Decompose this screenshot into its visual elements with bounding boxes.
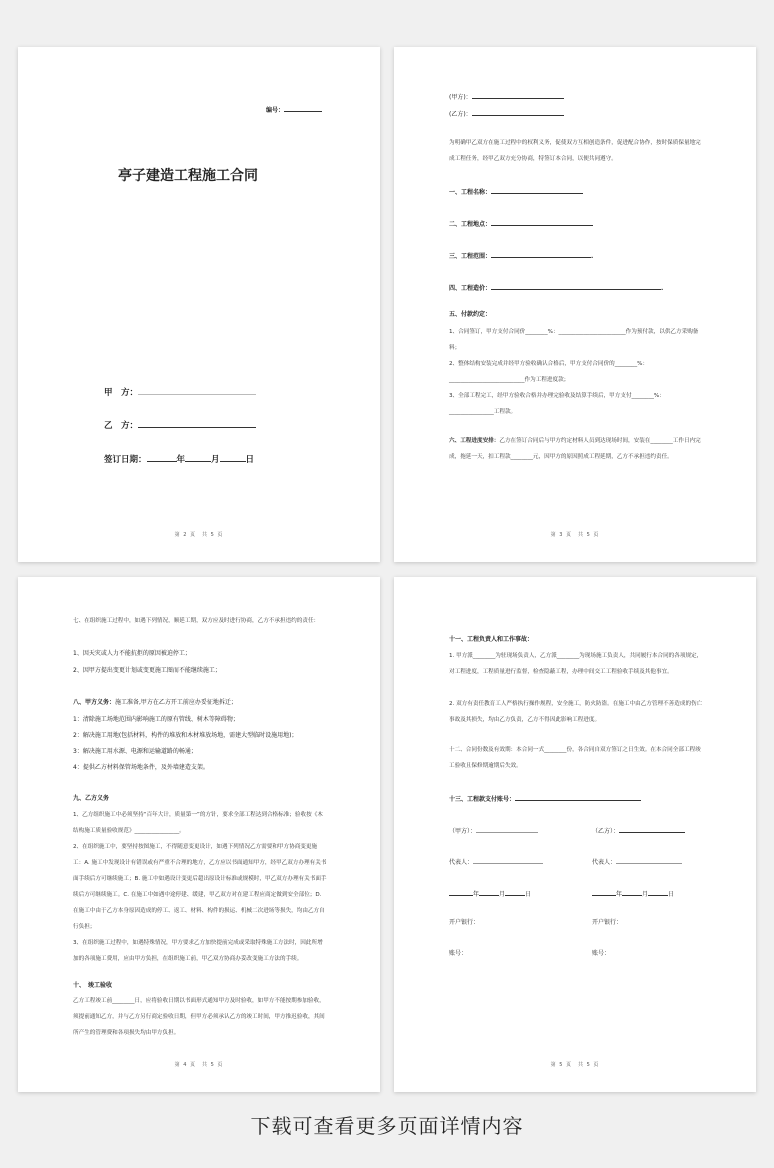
sign-date-b-day: 日 — [668, 891, 675, 898]
sign-party-a-label: （甲方）： — [449, 828, 477, 835]
clause-7-item-1: 1、因天灾或人力不能抗拒的原因被迫停工； — [73, 650, 191, 657]
project-name-field — [449, 186, 583, 197]
contract-title: 亭子建造工程施工合同 — [118, 168, 258, 184]
sign-date-b — [592, 888, 674, 899]
party-a-label: (甲方)： — [449, 94, 472, 101]
clause-13-field — [449, 793, 641, 804]
clause-9-item-1: 1、乙方组织施工中必须坚持“百年大计，质量第一”的方针，要求全部工程达到合格标准；验收按《木结构施工质量验收规范》________________。 — [73, 812, 323, 834]
project-name-label: 一、工程名称： — [449, 189, 492, 196]
sign-rep-a-label: 代表人： — [449, 859, 474, 866]
bank-b-label: 开户银行： — [592, 919, 623, 926]
clause-8-text: 施工准备,甲方在乙方开工前应办妥征地拆迁； — [115, 699, 237, 706]
year-label: 年 — [176, 455, 186, 465]
page-number: 第 4 页 共 5 页 — [174, 1062, 224, 1068]
party-b-label: 乙 方： — [104, 421, 139, 431]
clause-12-text: 十二、合同份数及有效期：本合同一式________份，各合同自双方签订之日生效。在本合同全部工程竣工验收且保修期逾期后失效。 — [449, 747, 701, 769]
clause-11-heading: 十一、工程负责人和工作事故： — [449, 636, 534, 643]
project-cost-field: 四、工程造价： . — [449, 282, 663, 293]
clause-13-heading: 十三、工程款支付账号： — [449, 796, 516, 803]
account-a-label: 账号： — [449, 950, 468, 957]
contract-number-label: 编号： — [266, 107, 285, 114]
clause-11-item-1: 1. 甲方派________为驻现场负责人，乙方派________为现场施工负责人，共同履行本合同的各项规定，对工程进度，工程质量进行监督，检查隐蔽工程，办理中间交工工程验收手续及其他事宜。 — [449, 653, 703, 675]
sign-date-b-month: 月 — [642, 891, 649, 898]
party-b-label: (乙方)： — [449, 111, 472, 118]
party-a-label: 甲 方： — [104, 388, 139, 398]
contract-number-field — [266, 104, 322, 115]
day-label: 日 — [245, 455, 255, 465]
contract-page-signatures — [394, 577, 756, 1092]
project-scope-field: 三、工程范围： . — [449, 250, 593, 261]
clause-9-heading: 九、乙方义务 — [73, 795, 110, 802]
clause-9-item-3: 3、在组织施工过程中，如遇特殊情况，甲方要求乙方加快提前完成或采取特殊施工方法时，因此所增加的各项施工费用，应由甲方负担，在组织施工前，甲乙双方协商办妥改变施工方法的手续。 — [73, 940, 323, 962]
page-number: 第 3 页 共 5 页 — [550, 532, 600, 538]
party-a-field — [104, 386, 256, 398]
sign-rep-b-label: 代表人： — [592, 859, 617, 866]
sign-date-a — [449, 888, 531, 899]
schedule-heading: 六、工程进度安排： — [449, 438, 500, 444]
project-location-label: 二、工程地点： — [449, 221, 492, 228]
sign-party-b — [592, 825, 685, 836]
sign-rep-b — [592, 856, 682, 867]
party-b-line — [449, 108, 564, 119]
project-cost-label: 四、工程造价： — [449, 285, 492, 292]
contract-page-terms-2 — [18, 577, 380, 1092]
clause-8-item-3: 3：解决施工用水源、电源和运输道路的畅通； — [73, 748, 197, 755]
project-scope-label: 三、工程范围： — [449, 253, 492, 260]
clause-10-heading: 十、 竣工验收 — [73, 982, 113, 989]
clause-8-heading-line — [73, 699, 237, 707]
contract-page-terms-1 — [394, 47, 756, 562]
clause-7-item-2: 2、因甲方提出变更计划或变更施工图而不能继续施工； — [73, 667, 221, 674]
clause-8-item-2: 2：解决施工用地(包括材料，构件的堆放和木材堆放场地，需建大型临时设施用地)； — [73, 732, 298, 739]
payment-clause-2: 2、整体结构安装完成并经甲方验收确认合格后，甲方支付合同价的________%：___________________________作为工程进度款； — [449, 361, 649, 383]
sign-party-a — [449, 825, 538, 836]
clause-10-text: 乙方工程竣工前________日，应将验收日期以书面形式通知甲方及时验收，如甲方不能按期参加验收，须提前通知乙方，并与乙方另行商定验收日期，但甲方必须承认乙方的竣工时间，甲方推迟验收，其间所产生的管理费和各项损失均由甲方负担。 — [73, 998, 325, 1036]
bank-a-label: 开户银行： — [449, 919, 480, 926]
sign-party-b-label: （乙方）： — [592, 828, 620, 835]
clause-8-item-4: 4：提供乙方材料保管场地条件，及外墙建造支架。 — [73, 764, 209, 771]
schedule-clause — [449, 433, 703, 465]
month-label: 月 — [211, 455, 220, 465]
sign-date-field — [104, 453, 254, 465]
payment-heading: 五、付款约定： — [449, 311, 492, 318]
page-number: 第 2 页 共 5 页 — [174, 532, 224, 538]
sign-date-a-day: 日 — [525, 891, 532, 898]
account-b-label: 账号： — [592, 950, 611, 957]
sign-date-label: 签订日期： — [104, 455, 147, 465]
payment-clause-1: 1、合同签订，甲方支付合同价________%：________________________作为预付款，以供乙方采购备料； — [449, 329, 699, 351]
project-location-field — [449, 218, 593, 229]
page-number: 第 5 页 共 5 页 — [550, 1062, 600, 1068]
clause-11-item-2: 2. 双方有责任教育工人严格执行操作规程，安全施工，防火防盗。在施工中由乙方管理不善造成的伤亡事故及其损失，均由乙方负责，乙方不得因此影响工程进度。 — [449, 701, 703, 723]
sign-rep-a — [449, 856, 543, 867]
schedule-text: 乙方在签订合同后与甲方约定材料人员到达现场时间，安装在________工作日内完成，拖延一天，扣工程款________元，因甲方的原因照成工程延期，乙方不承担违约责任。 — [449, 438, 701, 460]
clause-7-text: 七、在组织施工过程中，如遇下列情况，顺延工期，双方应及时进行协商，乙方不承担违约的责任： — [73, 618, 320, 624]
party-b-field — [104, 419, 256, 431]
payment-clause-3: 3、全部工程完工，经甲方验收合格并办理完验收及结算手续后，甲方支付________%：________________工程款。 — [449, 393, 665, 415]
intro-paragraph: 为明确甲乙双方在施工过程中的权利义务，促使双方互相创造条件，促进配合协作，按时保质保量地完成工程任务，经甲乙双方充分协商，特签订本合同，以便共同遵守。 — [449, 140, 701, 162]
contract-page-cover — [18, 47, 380, 562]
clause-8-item-1: 1：清除施工场地范围内影响施工的原有管线、树木等障碍物； — [73, 716, 239, 723]
download-caption: 下载可查看更多页面详情内容 — [250, 1114, 524, 1138]
sign-date-a-month: 月 — [499, 891, 506, 898]
clause-8-heading: 八、甲方义务： — [73, 699, 116, 706]
clause-9-item-2: 2、在组织施工中，要坚持按图施工，不得随意变更设计，如遇下列情况乙方需要和甲方协商变更施工：A. 施工中发现设计有错误或有严重不合理的地方，乙方应以书面通知甲方，经甲乙双方办理有关书面手续后方可继续施工；B. 施工中如遇设计变更后超出原设计标准或规模时，甲乙双方办理有关书面手续后方可继续施工。C. 在施工中如遇中途停建、缓建，甲乙双方对在建工程应商定做到安全部位；D. 在施工中由于乙方本身原因造成的停工、返工、材料、构件的损运、机械二次进场等损失，均由乙方自行负担； — [73, 844, 327, 930]
party-a-line — [449, 91, 564, 102]
sign-date-b-year: 年 — [616, 891, 623, 898]
sign-date-a-year: 年 — [473, 891, 480, 898]
